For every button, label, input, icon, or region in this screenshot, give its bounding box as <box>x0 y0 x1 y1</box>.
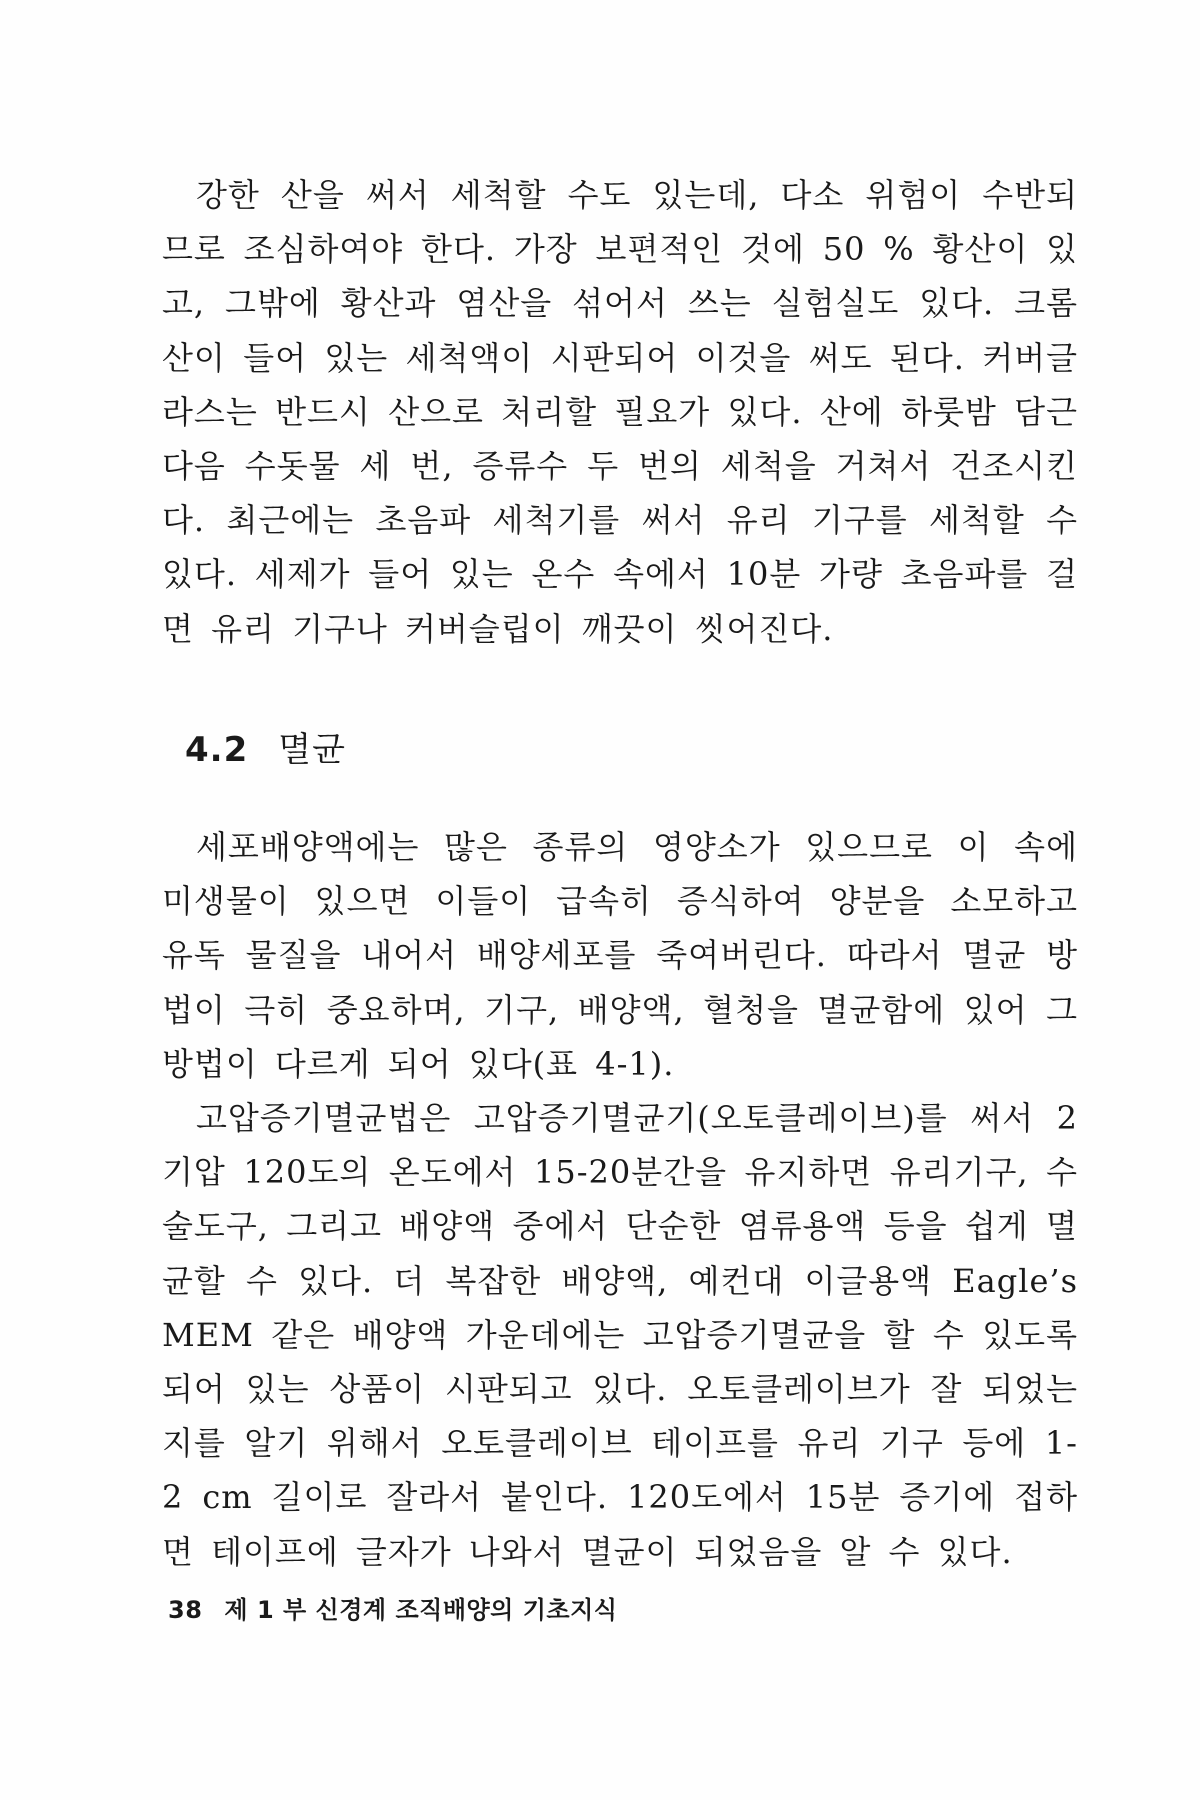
page-footer <box>168 1590 617 1625</box>
paragraph-acid-cleaning: 강한 산을 써서 세척할 수도 있는데, 다소 위험이 수반되므로 조심하여야 한다. 가장 보편적인 것에 50 % 황산이 있고, 그밖에 황산과 염산을 섞어서 쓰는 실험실도 있다. 크롬산이 들어 있는 세척액이 시판되어 이것을 써도 된다. 커버글라스는 반드시 산으로 처리할 필요가 있다. 산에 하룻밤 담근 다음 수돗물 세 번, 증류수 두 번의 세척을 거쳐서 건조시킨다. 최근에는 초음파 세척기를 써서 유리 기구를 세척할 수 있다. 세제가 들어 있는 온수 속에서 10분 가량 초음파를 걸면 유리 기구나 커버슬립이 깨끗이 씻어진다. <box>162 176 1078 648</box>
paragraph-sterilization-intro: 세포배양액에는 많은 종류의 영양소가 있으므로 이 속에 미생물이 있으면 이들이 급속히 증식하여 양분을 소모하고 유독 물질을 내어서 배양세포를 죽여버린다. 따라서 멸균 방법이 극히 중요하며, 기구, 배양액, 혈청을 멸균함에 있어 그 방법이 다르게 되어 있다(표 4-1). <box>162 828 1078 1083</box>
body-text-block-top <box>162 168 1078 656</box>
body-text-block-sterilization <box>162 820 1078 1579</box>
paragraph-autoclave: 고압증기멸균법은 고압증기멸균기(오토클레이브)를 써서 2기압 120도의 온도에서 15-20분간을 유지하면 유리기구, 수술도구, 그리고 배양액 중에서 단순한 염류용액 등을 쉽게 멸균할 수 있다. 더 복잡한 배양액, 예컨대 이글용액 Eagle’s MEM 같은 배양액 가운데에는 고압증기멸균을 할 수 있도록 되어 있는 상품이 시판되고 있다. 오토클레이브가 잘 되었는지를 알기 위해서 오토클레이브 테이프를 유리 기구 등에 1-2 cm 길이로 잘라서 붙인다. 120도에서 15분 증기에 접하면 테이프에 글자가 나와서 멸균이 되었음을 알 수 있다. <box>162 1099 1078 1571</box>
section-title: 멸균 <box>278 730 346 770</box>
section-heading <box>185 722 346 771</box>
running-title: 제 1 부 신경계 조직배양의 기초지식 <box>224 1596 618 1624</box>
section-number: 4.2 <box>185 730 249 770</box>
page-number: 38 <box>168 1596 203 1624</box>
